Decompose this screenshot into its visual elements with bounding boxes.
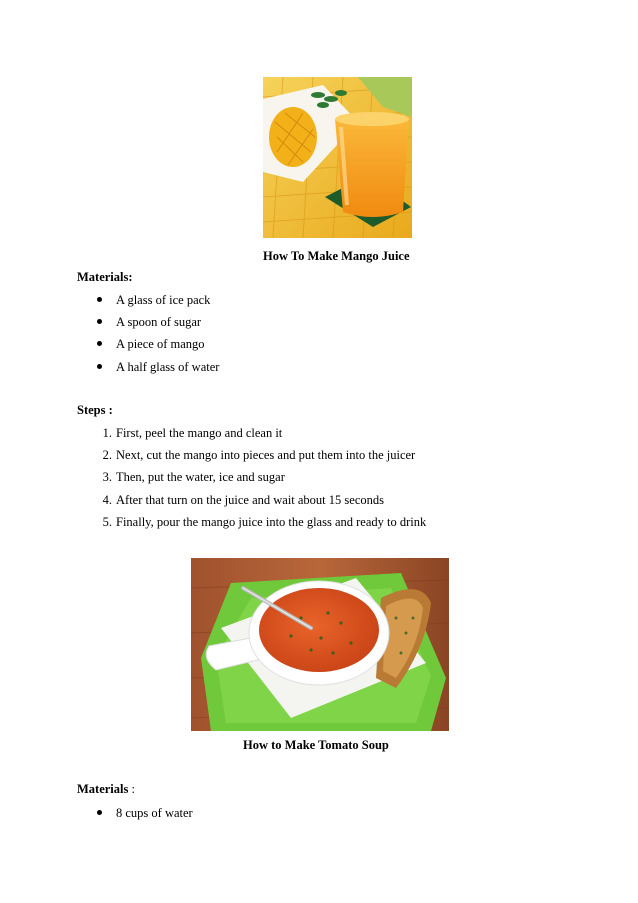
bullet-icon	[97, 810, 102, 815]
list-item: 3. Then, put the water, ice and sugar	[102, 470, 285, 484]
list-item: A half glass of water	[116, 359, 219, 375]
list-item: A piece of mango	[116, 336, 205, 352]
list-item: 5. Finally, pour the mango juice into the glass and ready to drink	[102, 515, 427, 529]
mango-materials-heading: Materials:	[77, 270, 133, 284]
tomato-soup-title: How to Make Tomato Soup	[243, 738, 389, 752]
bullet-icon	[97, 364, 102, 369]
tomato-soup-photo	[191, 558, 449, 731]
bullet-icon	[97, 341, 102, 346]
mango-juice-photo	[263, 77, 412, 238]
soup-materials-heading: Materials :	[77, 782, 135, 796]
list-item: A glass of ice pack	[116, 292, 210, 308]
list-item: 8 cups of water	[116, 805, 193, 821]
list-item: 1. First, peel the mango and clean it	[102, 426, 283, 440]
list-item: A spoon of sugar	[116, 314, 201, 330]
bullet-icon	[97, 297, 102, 302]
bullet-icon	[97, 319, 102, 324]
list-item: 2. Next, cut the mango into pieces and put them into the juicer	[102, 448, 416, 462]
mango-recipe-title: How To Make Mango Juice	[263, 249, 410, 263]
list-item: 4. After that turn on the juice and wait about 15 seconds	[102, 493, 384, 507]
mango-steps-heading: Steps :	[77, 403, 113, 417]
